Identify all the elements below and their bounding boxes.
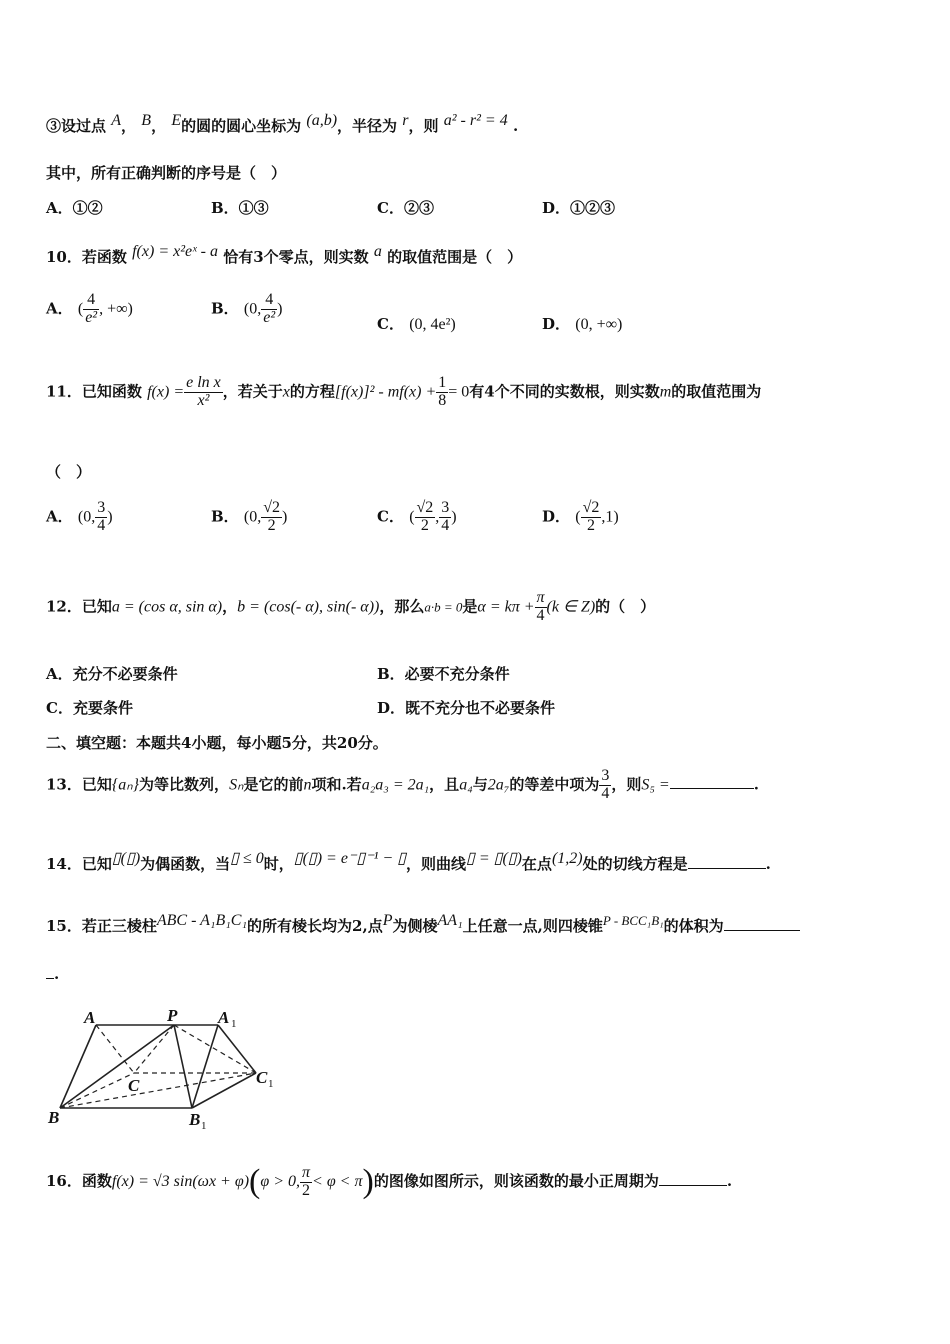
q9-option-b[interactable]: B．①③ [211,199,269,217]
text: 为偶函数，当 [140,855,231,873]
sequence: {aₙ} [111,776,140,794]
dot-product: a·b = 0 [424,599,463,615]
function: ▯(▯) [111,850,141,867]
point-e: E [171,112,182,129]
fraction [535,590,547,625]
math: = 0 [448,383,470,401]
q9-option-c[interactable]: C．②③ [377,199,434,217]
text: ， [121,117,137,135]
numerator: 3 [441,499,450,516]
text: 的取值范围是（ ） [387,248,523,266]
text: ， [222,597,238,616]
math: ) [277,300,283,318]
text: 11．已知函数 [46,382,142,401]
math: , [435,508,440,526]
text: ，则曲线 [406,855,467,873]
center-coord: (a,b) [306,112,338,129]
edge-a1-c1 [218,1025,256,1073]
text: 有4个不同的实数根，则实数 [469,382,660,401]
expression: ▯(▯) = e⁻▯⁻¹ − ▯ [293,850,407,867]
text: ，则 [611,775,642,794]
q11-option-d[interactable] [542,500,619,535]
denominator: 2 [302,1181,311,1199]
point: (1,2) [551,850,583,867]
q11-option-a[interactable] [46,500,113,535]
equation: a₂a₃ = 2a₁ [361,776,430,794]
sub-b1: 1 [201,1120,207,1132]
q12-option-c[interactable]: C．充要条件 [46,699,133,717]
text: ， [151,117,167,135]
text: 是 [462,597,478,616]
pyramid: P - BCC₁B₁ [602,913,664,928]
label-a: A [84,1008,96,1027]
q16-stem [46,1163,732,1201]
label-p: P [167,1006,178,1025]
text: 是它的前 [243,775,304,794]
math: (0, [243,300,262,318]
q12-stem [46,590,655,625]
fraction [83,292,99,327]
option-label: A． [46,507,73,526]
edge-b-c [60,1073,134,1108]
text: 为等比数列， [139,775,230,794]
math: ( [575,508,581,526]
fraction [261,292,277,327]
math: α = kπ + [477,598,535,616]
text: 的取值范围为 [671,382,762,401]
text: 的（ ） [595,597,656,616]
text: 设过点 [61,117,107,135]
edge-aa1: AA₁ [437,912,463,929]
math: ,1) [601,508,619,526]
numerator: √2 [263,499,281,516]
answer-blank-tail[interactable] [46,978,54,979]
term-a7: 2a₇ [487,776,510,794]
text: 13．已知 [46,775,112,794]
math: (k ∈ Z) [546,598,596,616]
denominator: 4 [97,516,106,534]
denominator: 4 [441,516,450,534]
label-a1: A [218,1008,230,1027]
var-x: x [282,383,290,401]
math: f(x) = [147,383,185,401]
option-label: C． [377,507,404,526]
denominator: e² [85,308,98,326]
text: 的等差中项为 [509,775,600,794]
text: 上任意一点,则四棱锥 [462,917,603,935]
label-b1: B [189,1110,201,1129]
numerator: e ln x [186,374,221,391]
answer-blank[interactable] [688,868,766,869]
condition: ▯ ≤ 0 [230,850,264,867]
sub-c1: 1 [268,1078,274,1090]
text: 在点 [521,855,552,873]
text: 15．若正三棱柱 [46,917,157,935]
q12-option-a[interactable]: A．充分不必要条件 [46,665,178,683]
fraction [95,500,107,535]
circle-number: ③ [46,117,62,135]
fraction [261,500,282,535]
denominator: 8 [438,391,447,409]
denominator: 4 [601,784,610,802]
math: (0, [77,508,96,526]
function-expr: f(x) = √3 sin(ωx + φ) [111,1173,250,1190]
point-a: A [111,112,122,129]
text: ，那么 [379,597,425,616]
text: ，若关于 [222,382,283,401]
sum-sn: Sₙ [229,776,244,794]
text: . [54,965,60,983]
math: [f(x)]² - mf(x) + [334,383,437,401]
numerator: 3 [601,767,610,784]
text: 的方程 [289,382,335,401]
numerator: 4 [83,292,99,310]
numerator: 1 [438,374,447,391]
math: < φ < π [312,1173,363,1190]
var-m: m [659,383,672,401]
vector-a: a = (cos α, sin α) [111,598,223,616]
answer-blank[interactable] [724,930,800,931]
curve: ▯ = ▯(▯) [466,850,522,867]
text: 14．已知 [46,855,112,873]
function-expr: f(x) = x²eˣ - a [132,243,218,260]
numerator: π [536,589,545,606]
fraction [581,500,602,535]
text: 16．函数 [46,1172,112,1190]
text: 时， [263,855,294,873]
q15-stem [46,912,800,936]
numerator: π [302,1163,311,1181]
q9-statement-3 [46,112,518,136]
math: ( [409,508,415,526]
q10-option-c[interactable] [377,313,456,334]
option-label: B． [211,299,239,318]
q11-stem [46,375,761,410]
fraction [300,1165,312,1200]
q10-stem [46,243,522,267]
answer-blank[interactable] [670,788,754,789]
math: φ > 0, [260,1173,301,1190]
math: ) [107,508,113,526]
answer-blank[interactable] [659,1185,727,1186]
q14-stem [46,848,771,874]
option-label: C． [377,315,404,333]
q10-option-d[interactable] [542,313,622,334]
point-p: P [382,912,393,929]
text: 为侧棱 [392,917,438,935]
q10-option-a[interactable] [46,292,133,327]
term-a4: a₄ [459,776,473,794]
section-heading: 二、填空题：本题共4小题，每小题5分，共20分。 [46,734,388,752]
math: ) [451,508,457,526]
text: ，则 [408,117,439,135]
text: 的所有棱长均为2,点 [247,917,383,935]
text: . [512,117,519,135]
paren-right: ) [362,1163,374,1200]
option-label: A． [46,299,73,318]
q11-option-b[interactable] [211,500,287,535]
math: ) [282,508,288,526]
vector-b: b = (cos(- α), sin(- α)) [237,598,380,616]
text: 10．若函数 [46,248,127,266]
text: 12．已知 [46,597,112,616]
fraction [415,500,436,535]
q11-option-c[interactable] [377,500,457,535]
math: , +∞) [99,300,133,318]
paren-left: ( [249,1163,261,1200]
numerator: √2 [582,499,600,516]
text: . [765,855,771,873]
q9-stem: 其中，所有正确判断的序号是（ ） [46,164,287,182]
var-a: a [373,243,382,260]
label-c1: C [256,1068,268,1087]
edge-p-b1 [174,1025,192,1108]
q15-continuation [46,965,59,983]
text: 的图像如图所示，则该函数的最小正周期为 [373,1172,659,1190]
q12-option-d[interactable]: D．既不充分也不必要条件 [377,699,556,717]
text: 与 [472,775,488,794]
edge-b-c1 [60,1073,256,1108]
prism: ABC - A₁B₁C₁ [156,912,248,929]
edge-a-c [96,1025,134,1073]
denominator: 2 [420,516,429,534]
option-label: D． [542,507,571,526]
label-b: B [48,1108,60,1127]
math: (0, [243,508,262,526]
fraction [599,768,611,803]
text: ，半径为 [337,117,398,135]
edge-p-b [60,1025,174,1108]
denominator: 4 [536,606,545,624]
text: 恰有3个零点，则实数 [223,248,369,266]
denominator: 2 [267,516,276,534]
text: ，且 [429,775,460,794]
numerator: √2 [416,499,434,516]
text: 处的切线方程是 [582,855,688,873]
fraction [436,375,448,410]
option-label: D． [542,315,571,333]
q11-paren: （ ） [46,463,92,481]
q9-option-a[interactable]: A．①② [46,199,103,217]
equation: a² - r² = 4 [443,112,508,129]
math: (0, 4e²) [409,316,456,333]
prism-figure [46,1005,286,1135]
text: . [726,1172,733,1190]
denominator: e² [263,308,276,326]
math: (0, +∞) [575,316,623,333]
option-label: B． [211,507,239,526]
text: 的体积为 [663,917,724,935]
radius: r [402,112,409,129]
sum-s5: S₅ = [641,776,670,794]
q12-option-b[interactable]: B．必要不充分条件 [377,665,510,683]
text: 项和.若 [311,775,362,794]
sub-a1: 1 [231,1018,237,1030]
fraction [184,375,223,410]
q13-stem [46,768,759,803]
denominator: 2 [586,516,595,534]
q9-option-d[interactable]: D．①②③ [542,199,616,217]
fraction [439,500,451,535]
text: . [753,775,759,794]
numerator: 3 [97,499,106,516]
numerator: 4 [261,292,277,310]
text: 的圆的圆心坐标为 [181,117,302,135]
label-c: C [128,1076,140,1095]
var-n: n [303,776,312,794]
math: ( [77,300,84,318]
point-b: B [141,112,152,129]
q10-option-b[interactable] [211,292,282,327]
denominator: x² [197,391,210,409]
